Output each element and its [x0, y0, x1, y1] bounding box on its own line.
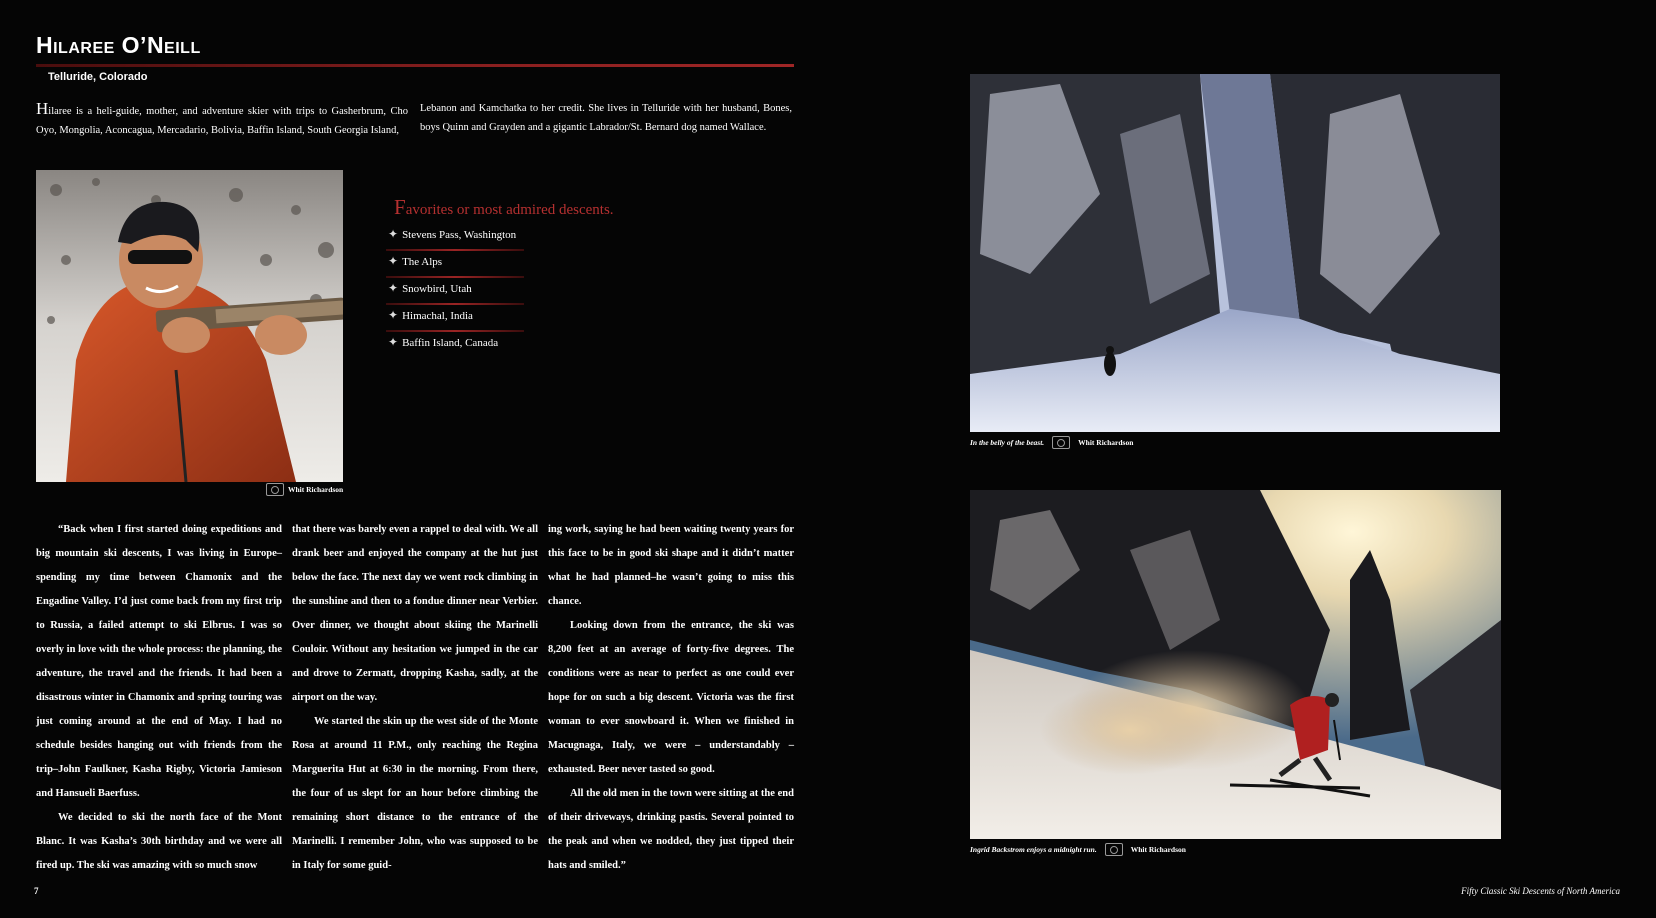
favorite-item	[388, 335, 526, 361]
star-icon: ✦	[388, 335, 399, 349]
favorite-item	[388, 254, 526, 280]
favorite-underline	[386, 276, 524, 278]
star-icon: ✦	[388, 254, 399, 268]
favorite-label: Himachal, India	[402, 310, 473, 322]
bio-dropcap: H	[36, 99, 49, 118]
story-paragraph: that there was barely even a rappel to deal with. We all drank beer and enjoyed the company at the hut just below the face. The next day we went rock climbing in the sunshine and then to a fondue dinner near Verbier. Over dinner, we thought about skiing the Marinelli Couloir. Without any hesitation we jumped in the car and drove to Zermatt, dropping Kasha, sadly, at the airport on the way.	[292, 524, 538, 703]
favorites-dropcap: F	[394, 195, 406, 219]
favorite-label: Stevens Pass, Washington	[402, 229, 517, 241]
bio-column-2: Lebanon and Kamchatka to her credit. She lives in Telluride with her husband, Bones, boys Quinn and Grayden and a gigantic Labrador/St. Bernard dog named Wallace.	[420, 103, 792, 133]
favorite-label: Snowbird, Utah	[402, 283, 472, 295]
camera-icon	[1052, 436, 1070, 449]
favorites-title: avorites or most admired descents.	[405, 202, 614, 218]
page-number: 7	[34, 886, 39, 896]
portrait-credit-text: Whit Richardson	[288, 485, 344, 494]
story-paragraph: “Back when I first started doing expeditions and big mountain ski descents, I was living in Europe–spending my time between Chamonix and the Engadine Valley. I’d just come back from my first trip to Russia, a failed attempt to ski Elbrus. I was so overly in love with the whole process: the planning, the adventure, the travel and the friends. It had been a disastrous winter in Chamonix and spring touring was just coming around at the end of May. I had no schedule besides hanging out with friends from the trip–John Faulkner, Kasha Rigby, Victoria Jamieson and Hansueli Baerfuss.	[36, 524, 282, 799]
skier-caption	[970, 843, 1186, 856]
camera-icon	[266, 483, 284, 496]
story-paragraph: We decided to ski the north face of the Mont Blanc. It was Kasha’s 30th birthday and we were all fired up. The ski was amazing with so much snow	[36, 812, 282, 871]
bio-text-1: ilaree is a heli-guide, mother, and adventure skier with trips to Gasherbrum, Cho Oyo, Mongolia, Aconcagua, Mercadario, Bolivia, Baffin Island, South Georgia Island,	[36, 106, 408, 136]
favorites-heading	[394, 195, 614, 220]
couloir-photo	[970, 74, 1500, 432]
title-rule	[36, 64, 794, 67]
favorite-label: Baffin Island, Canada	[402, 337, 499, 349]
favorite-item	[388, 308, 526, 334]
story-paragraph: Looking down from the entrance, the ski was 8,200 feet at an average of forty-five degrees. The conditions were as near to perfect as one could ever hope for on such a big descent. Victoria was the first woman to ever snowboard it. When we finished in Macugnaga, Italy, we were – understandably – exhausted. Beer never tasted so good.	[548, 620, 794, 775]
story-column-2	[292, 518, 538, 878]
skier-name: Hilaree O’Neill	[36, 32, 201, 58]
couloir-credit-text: Whit Richardson	[1078, 438, 1134, 447]
book-title: Fifty Classic Ski Descents of North America	[1461, 886, 1620, 896]
skier-credit-text: Whit Richardson	[1130, 845, 1186, 854]
couloir-caption	[970, 436, 1133, 449]
story-column-3	[548, 518, 794, 878]
camera-icon	[1105, 843, 1123, 856]
story-paragraph: ing work, saying he had been waiting twenty years for this face to be in good ski shape and it didn’t matter what he had planned–he wasn’t going to miss this chance.	[548, 524, 794, 607]
favorite-underline	[386, 330, 524, 332]
story-paragraph: We started the skin up the west side of the Monte Rosa at around 11 P.M., only reaching the Regina Marguerita Hut at 6:30 in the morning. From there, the four of us slept for an hour before climbing the remaining short distance to the entrance of the Marinelli. I remember John, who was supposed to be in Italy for some guid-	[292, 716, 538, 871]
skier-location: Telluride, Colorado	[48, 71, 148, 83]
favorite-item	[388, 281, 526, 307]
bio-column-1	[36, 99, 408, 140]
story-column-1	[36, 518, 282, 878]
couloir-caption-text: In the belly of the beast.	[970, 438, 1045, 447]
favorite-label: The Alps	[402, 256, 443, 268]
star-icon: ✦	[388, 308, 399, 322]
skier-caption-text: Ingrid Backstrom enjoys a midnight run.	[970, 845, 1097, 854]
star-icon: ✦	[388, 281, 399, 295]
star-icon: ✦	[388, 227, 399, 241]
skier-photo	[970, 490, 1501, 839]
favorite-underline	[386, 303, 524, 305]
favorite-underline	[386, 249, 524, 251]
portrait-credit	[266, 483, 343, 496]
favorite-item	[388, 227, 526, 253]
portrait-photo	[36, 170, 343, 482]
story-paragraph: All the old men in the town were sitting at the end of their driveways, drinking pastis. Several pointed to the peak and when we nodded, they just tipped their hats and smiled.”	[548, 788, 794, 871]
